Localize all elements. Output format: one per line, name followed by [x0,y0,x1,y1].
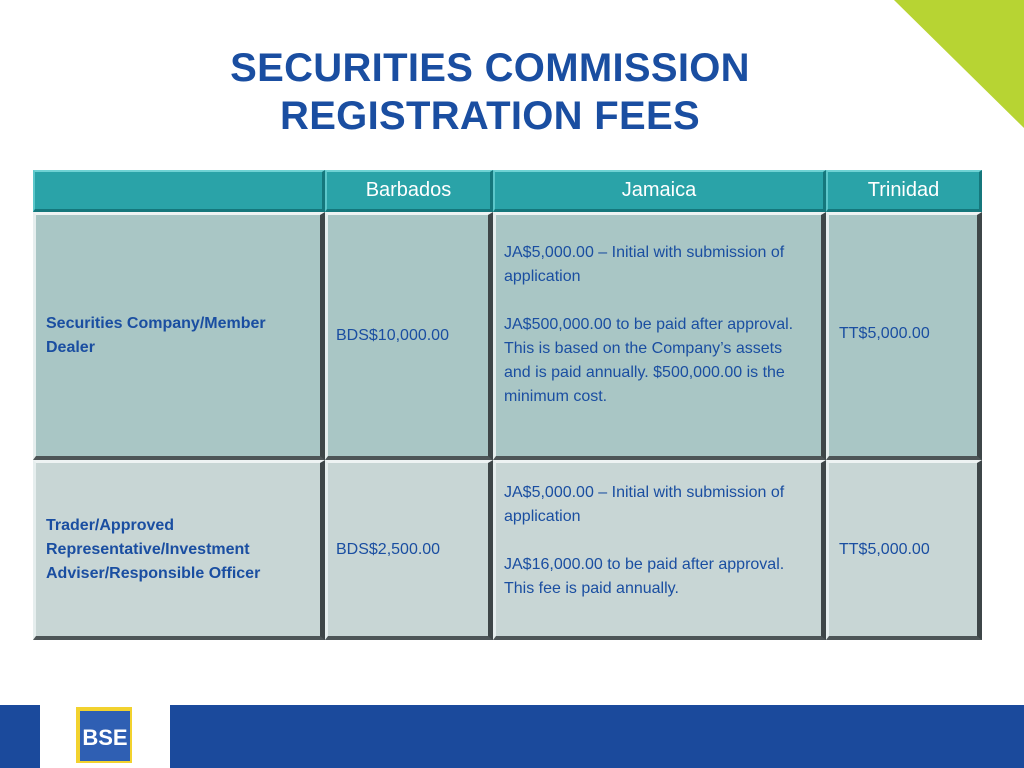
row-label [33,212,325,460]
trinidad-fee: TT$5,000.00 [839,540,930,558]
page-title [0,44,980,140]
header-barbados: Barbados [325,170,493,212]
header-jamaica: Jamaica [493,170,826,212]
jamaica-fee-approval: JA$16,000.00 to be paid after approval. This fee is paid annually. [504,556,785,597]
barbados-fee: BDS$10,000.00 [336,326,449,344]
barbados-fee-cell [325,460,493,640]
jamaica-fee-initial: JA$5,000.00 – Initial with submission of application [504,244,785,285]
jamaica-fee-cell [493,460,826,640]
title-line-2: REGISTRATION FEES [280,94,700,138]
logo-container [40,705,170,768]
trinidad-fee-cell [826,460,982,640]
logo-text: BSE [82,725,128,750]
barbados-fee: BDS$2,500.00 [336,540,441,558]
fees-table [33,170,982,640]
jamaica-fee-approval: JA$500,000.00 to be paid after approval. This is based on the Company’s assets and is paid annually. $500,000.00 is the minimum cost. [504,316,794,405]
jamaica-fee-cell [493,212,826,460]
row-label-text: Securities Company/Member Dealer [46,314,266,356]
trinidad-fee-cell [826,212,982,460]
trinidad-fee: TT$5,000.00 [839,324,930,342]
barbados-fee-cell [325,212,493,460]
row-label-text: Trader/Approved Representative/Investment Adviser/Responsible Officer [46,516,261,582]
row-label [33,460,325,640]
bse-logo [74,705,134,765]
title-line-1: SECURITIES COMMISSION [230,46,750,90]
jamaica-fee-initial: JA$5,000.00 – Initial with submission of application [504,484,785,525]
header-trinidad: Trinidad [826,170,982,212]
header-cell-empty [33,170,325,212]
